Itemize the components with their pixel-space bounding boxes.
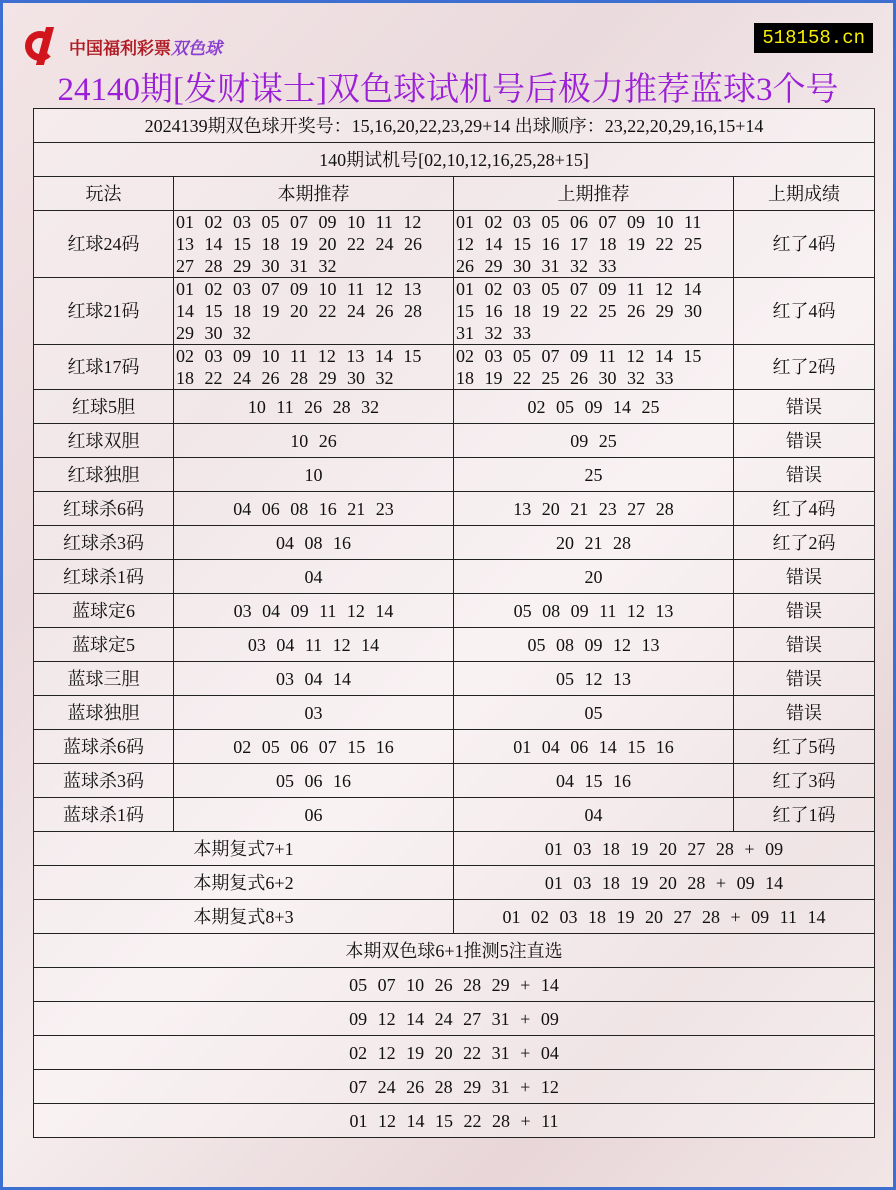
method-name: 红球21码 [34,278,174,345]
number-line: 15 16 18 19 22 25 26 29 30 [456,301,702,321]
previous-result: 错误 [734,424,875,458]
method-name: 红球双胆 [34,424,174,458]
header-result: 上期成绩 [734,177,875,211]
current-recommendation: 10 11 26 28 32 [174,390,454,424]
method-name: 蓝球定6 [34,594,174,628]
number-line: 01 02 03 07 09 10 11 12 13 [176,279,422,299]
table-row [34,798,875,832]
previous-recommendation [454,345,734,390]
compound-value: 01 02 03 18 19 20 27 28 + 09 11 14 [454,900,875,934]
table-row [34,390,875,424]
current-recommendation [174,278,454,345]
number-line: 18 22 24 26 28 29 30 32 [176,368,394,388]
previous-result: 错误 [734,594,875,628]
pick-row [34,1070,875,1104]
current-recommendation: 03 [174,696,454,730]
current-recommendation: 10 26 [174,424,454,458]
previous-result: 红了4码 [734,278,875,345]
header-current: 本期推荐 [174,177,454,211]
previous-recommendation: 25 [454,458,734,492]
table-row [34,730,875,764]
previous-result: 红了4码 [734,492,875,526]
table-row [34,628,875,662]
site-badge: 518158.cn [754,23,873,53]
number-line: 01 02 03 05 07 09 11 12 14 [456,279,702,299]
previous-result: 红了5码 [734,730,875,764]
header-previous: 上期推荐 [454,177,734,211]
test-numbers: 140期试机号[02,10,12,16,25,28+15] [34,143,875,177]
compound-label: 本期复式7+1 [34,832,454,866]
method-name: 蓝球杀6码 [34,730,174,764]
compound-row [34,866,875,900]
picks-title: 本期双色球6+1推测5注直选 [34,934,875,968]
method-name: 红球17码 [34,345,174,390]
previous-result: 红了1码 [734,798,875,832]
current-recommendation: 10 [174,458,454,492]
pick-numbers: 09 12 14 24 27 31 + 09 [34,1002,875,1036]
table-row [34,458,875,492]
number-line: 29 30 32 [176,323,251,343]
pick-row [34,1104,875,1138]
previous-recommendation: 20 21 28 [454,526,734,560]
table-row [34,278,875,345]
current-recommendation: 03 04 11 12 14 [174,628,454,662]
number-line: 12 14 15 16 17 18 19 22 25 [456,234,702,254]
logo-text: 中国福利彩票 [69,38,171,59]
previous-recommendation: 04 15 16 [454,764,734,798]
current-recommendation [174,211,454,278]
number-line: 26 29 30 31 32 33 [456,256,617,276]
table-row [34,696,875,730]
method-name: 红球独胆 [34,458,174,492]
previous-recommendation: 01 04 06 14 15 16 [454,730,734,764]
method-name: 红球杀3码 [34,526,174,560]
method-name: 蓝球定5 [34,628,174,662]
current-recommendation: 03 04 14 [174,662,454,696]
pick-row [34,1002,875,1036]
method-name: 红球5胆 [34,390,174,424]
previous-recommendation: 09 25 [454,424,734,458]
previous-recommendation: 05 08 09 12 13 [454,628,734,662]
current-recommendation: 04 08 16 [174,526,454,560]
previous-result: 错误 [734,390,875,424]
pick-numbers: 05 07 10 26 28 29 + 14 [34,968,875,1002]
previous-recommendation [454,278,734,345]
current-recommendation: 04 06 08 16 21 23 [174,492,454,526]
method-name: 红球杀1码 [34,560,174,594]
compound-row [34,900,875,934]
compound-label: 本期复式6+2 [34,866,454,900]
previous-recommendation: 13 20 21 23 27 28 [454,492,734,526]
table-row [34,764,875,798]
current-recommendation: 02 05 06 07 15 16 [174,730,454,764]
previous-recommendation: 20 [454,560,734,594]
number-line: 18 19 22 25 26 30 32 33 [456,368,674,388]
welfare-lottery-icon [23,25,65,67]
current-recommendation [174,345,454,390]
previous-recommendation: 05 08 09 11 12 13 [454,594,734,628]
header-method: 玩法 [34,177,174,211]
current-recommendation: 06 [174,798,454,832]
method-name: 蓝球独胆 [34,696,174,730]
pick-numbers: 07 24 26 28 29 31 + 12 [34,1070,875,1104]
compound-row [34,832,875,866]
current-recommendation: 04 [174,560,454,594]
previous-result: 红了4码 [734,211,875,278]
current-recommendation: 03 04 09 11 12 14 [174,594,454,628]
previous-result: 红了3码 [734,764,875,798]
logo-brand: 双色球 [171,38,222,59]
number-line: 14 15 18 19 20 22 24 26 28 [176,301,422,321]
recommendation-table [33,108,875,1138]
previous-result: 错误 [734,458,875,492]
table-row [34,662,875,696]
number-line: 31 32 33 [456,323,531,343]
number-line: 13 14 15 18 19 20 22 24 26 [176,234,422,254]
previous-result: 错误 [734,662,875,696]
table-row [34,492,875,526]
table-row [34,424,875,458]
lottery-logo [23,25,222,67]
method-name: 蓝球杀1码 [34,798,174,832]
table-row [34,526,875,560]
table-row [34,345,875,390]
page-title: 24140期[发财谋士]双色球试机号后极力推荐蓝球3个号 [57,72,839,108]
previous-recommendation: 05 12 13 [454,662,734,696]
previous-recommendation [454,211,734,278]
previous-recommendation: 05 [454,696,734,730]
number-line: 01 02 03 05 07 09 10 11 12 [176,212,422,232]
previous-result: 红了2码 [734,526,875,560]
number-line: 01 02 03 05 06 07 09 10 11 [456,212,702,232]
method-name: 红球杀6码 [34,492,174,526]
pick-row [34,968,875,1002]
method-name: 蓝球杀3码 [34,764,174,798]
number-line: 02 03 05 07 09 11 12 14 15 [456,346,702,366]
previous-recommendation: 04 [454,798,734,832]
compound-label: 本期复式8+3 [34,900,454,934]
compound-value: 01 03 18 19 20 28 + 09 14 [454,866,875,900]
pick-row [34,1036,875,1070]
method-name: 红球24码 [34,211,174,278]
table-row [34,560,875,594]
table-row [34,594,875,628]
draw-info: 2024139期双色球开奖号：15,16,20,22,23,29+14 出球顺序：23,22,20,29,16,15+14 [34,109,875,143]
previous-result: 错误 [734,560,875,594]
current-recommendation: 05 06 16 [174,764,454,798]
compound-value: 01 03 18 19 20 27 28 + 09 [454,832,875,866]
previous-recommendation: 02 05 09 14 25 [454,390,734,424]
pick-numbers: 01 12 14 15 22 28 + 11 [34,1104,875,1138]
table-row [34,211,875,278]
previous-result: 错误 [734,696,875,730]
number-line: 02 03 09 10 11 12 13 14 15 [176,346,422,366]
previous-result: 错误 [734,628,875,662]
previous-result: 红了2码 [734,345,875,390]
pick-numbers: 02 12 19 20 22 31 + 04 [34,1036,875,1070]
number-line: 27 28 29 30 31 32 [176,256,337,276]
method-name: 蓝球三胆 [34,662,174,696]
